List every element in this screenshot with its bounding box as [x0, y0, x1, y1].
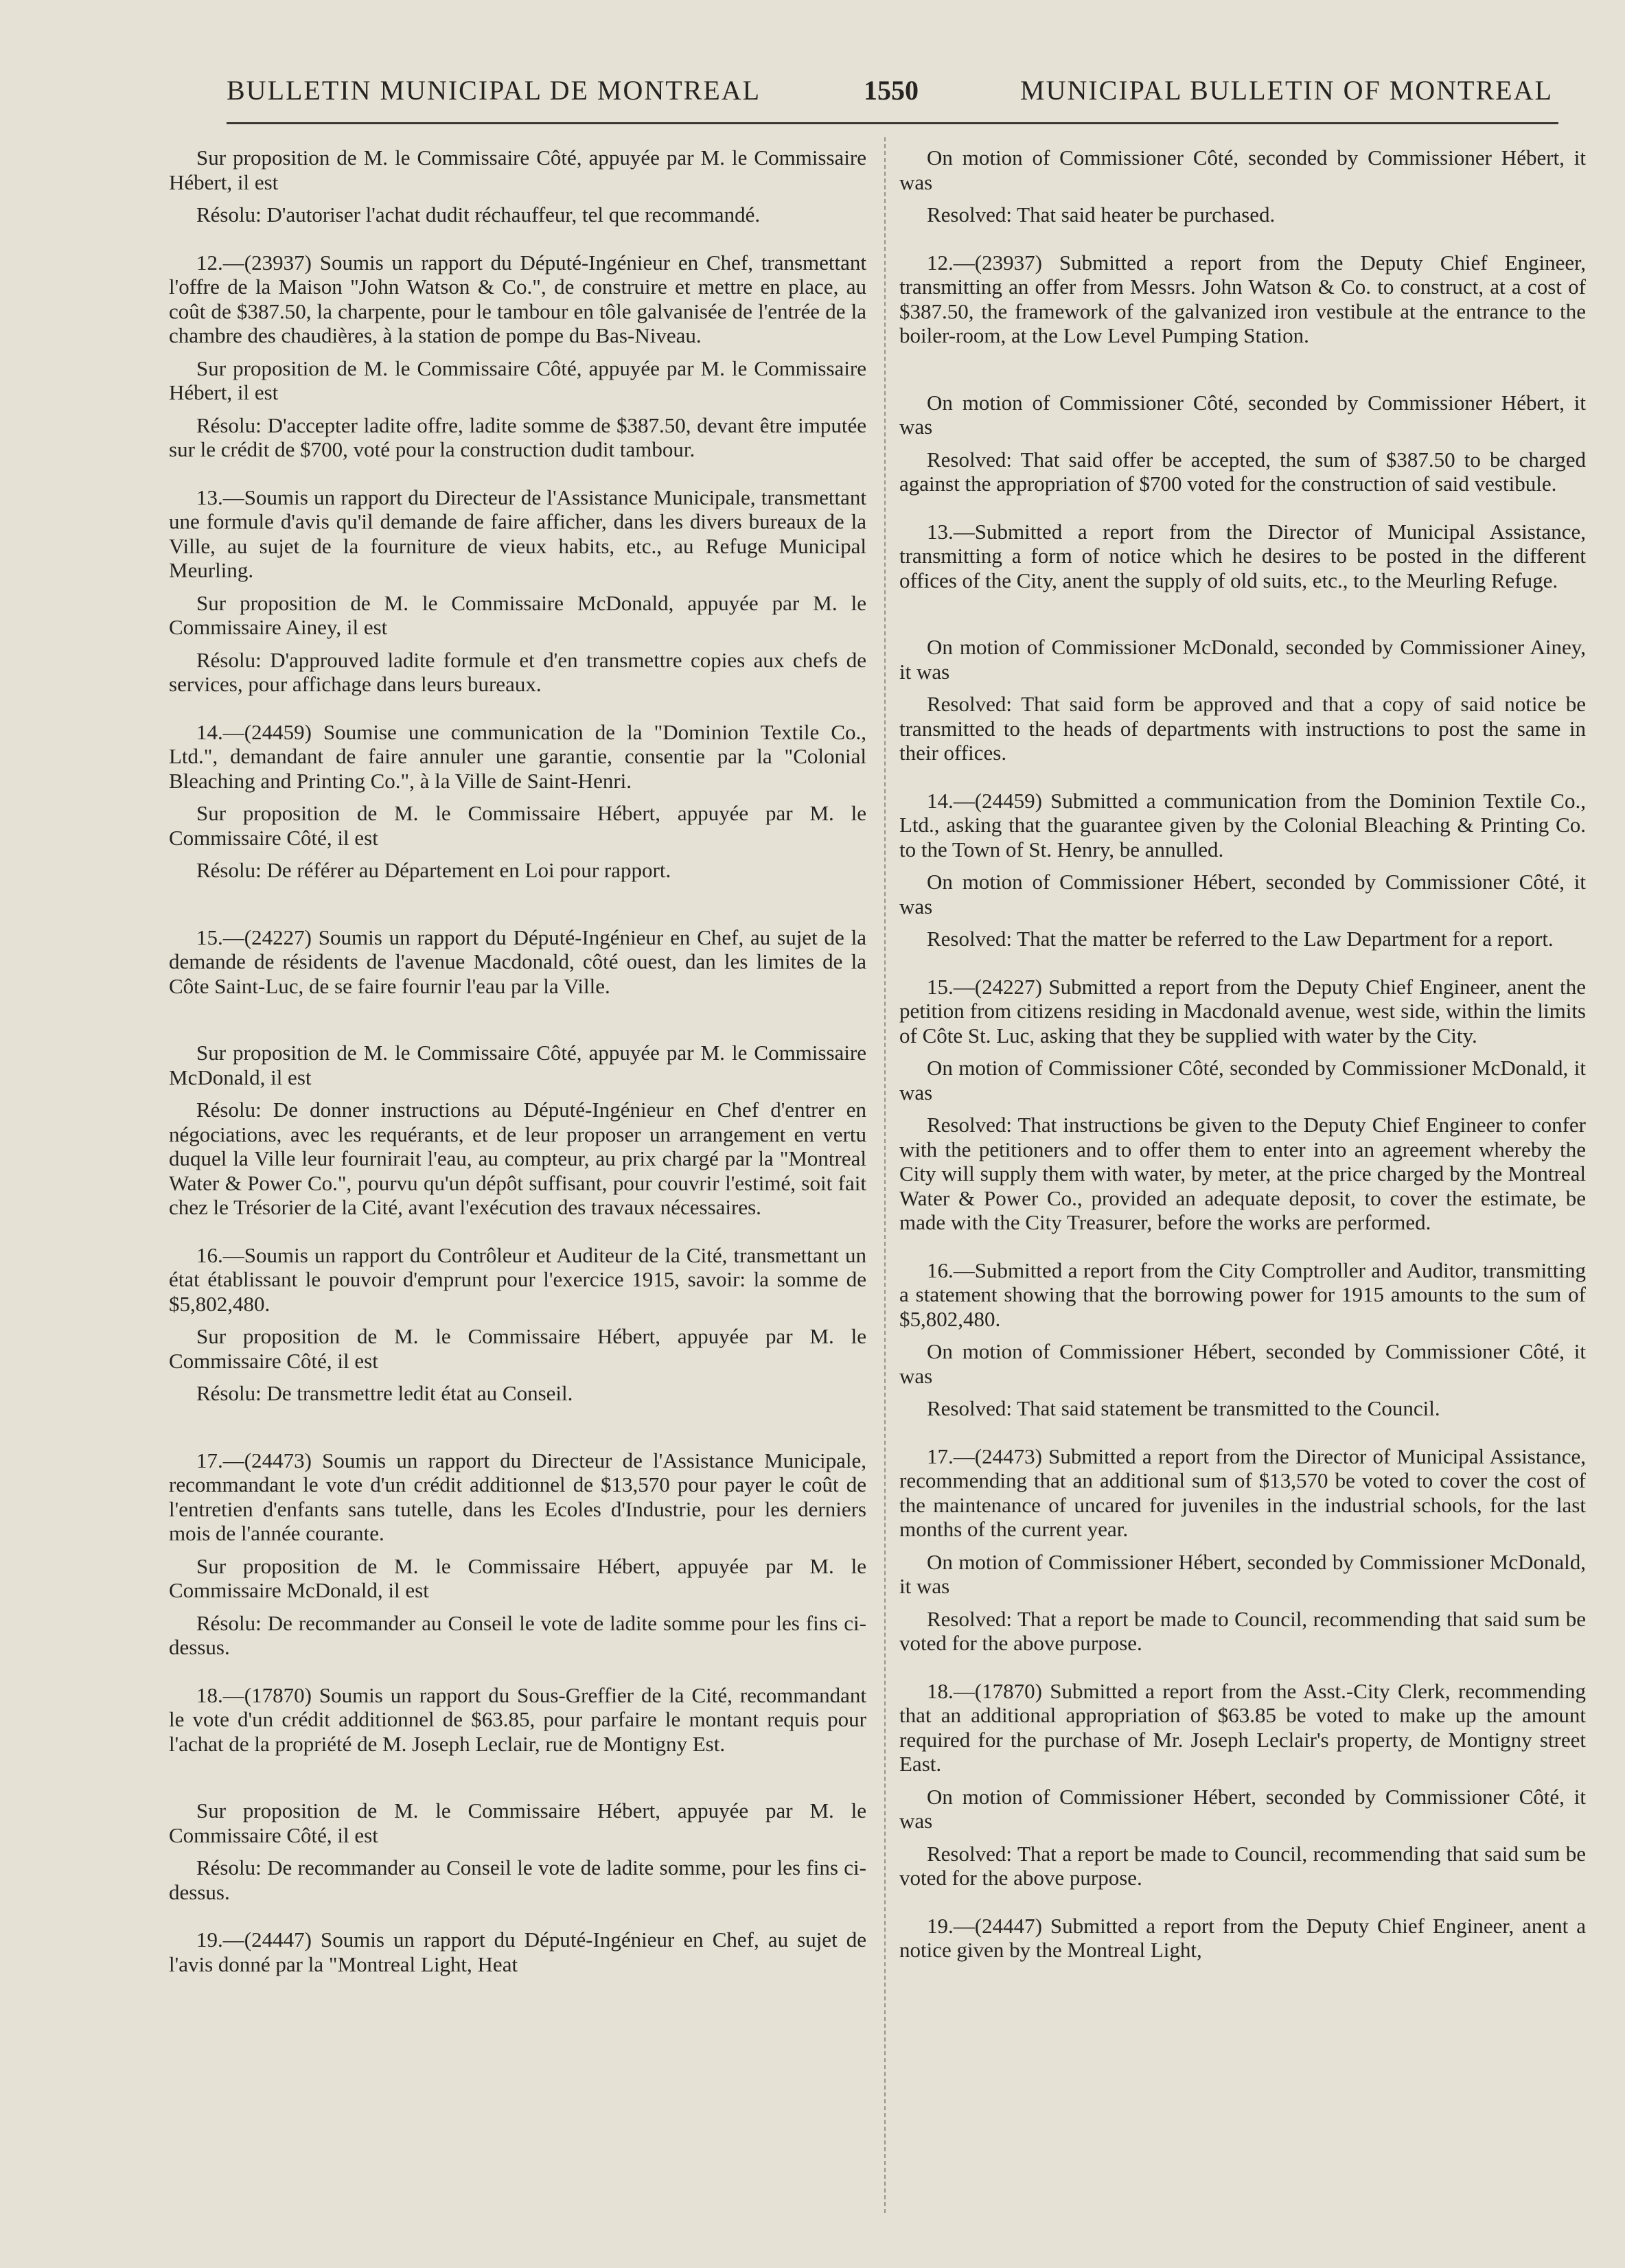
paragraph: Sur proposition de M. le Commissaire Côté, appuyée par M. le Commissaire Hébert, il est — [169, 356, 866, 404]
paragraph: 18.—(17870) Soumis un rapport du Sous-Greffier de la Cité, recommandant le vote d'un crédit additionnel de $63.85, pour parfaire le montant requis pour l'achat de la propriété de M. Joseph Leclair, rue de Montigny Est. — [169, 1682, 866, 1756]
header-title-english: MUNICIPAL BULLETIN OF MONTREAL — [1020, 75, 1553, 106]
paragraph: Résolu: De donner instructions au Député-Ingénieur en Chef d'entrer en négociations, avec les requérants, et de leur proposer un arrangement en vertu duquel la Ville leur fournirait l'eau, au compteur, au prix chargé par la "Montreal Water & Power Co.", pourvu qu'un dépôt suffisant, pour couvrir l'estimé, soit fait chez le Trésorier de la Cité, avant l'exécution des travaux nécessaires. — [169, 1098, 866, 1219]
english-column — [899, 146, 1586, 1963]
paragraph: Résolu: D'accepter ladite offre, ladite somme de $387.50, devant être imputée sur le crédit de $700, voté pour la construction dudit tambour. — [169, 413, 866, 461]
paragraph: 17.—(24473) Soumis un rapport du Directeur de l'Assistance Municipale, recommandant le vote d'un crédit additionnel de $13,570 pour payer le coût de l'entretien d'enfants sans tutelle, dans les Ecoles d'Industrie, pour les derniers mois de l'année courante. — [169, 1448, 866, 1545]
paragraph: Sur proposition de M. le Commissaire Côté, appuyée par M. le Commissaire Hébert, il est — [169, 146, 866, 194]
paragraph: Resolved: That said heater be purchased. — [927, 202, 1276, 227]
paragraph: On motion of Commissioner Hébert, seconded by Commissioner Côté, it was — [899, 1339, 1586, 1388]
paragraph: 14.—(24459) Submitted a communication from the Dominion Textile Co., Ltd., asking that the guarantee given by the Colonial Bleaching & Printing Co. to the Town of St. Henry, be annulled. — [899, 788, 1586, 861]
paragraph: 16.—Soumis un rapport du Contrôleur et Auditeur de la Cité, transmettant un état établissant le pouvoir d'emprunt pour l'exercice 1915, savoir: la somme de $5,802,480. — [169, 1242, 866, 1316]
french-column — [169, 146, 866, 1976]
paragraph: 13.—Submitted a report from the Director of Municipal Assistance, transmitting a form of notice which he desires to be posted in the different offices of the City, anent the supply of old suits, etc., to the Meurling Refuge. — [899, 519, 1586, 592]
paragraph: Sur proposition de M. le Commissaire Hébert, appuyée par M. le Commissaire Côté, il est — [169, 801, 866, 850]
paragraph: 12.—(23937) Submitted a report from the Deputy Chief Engineer, transmitting an offer from Messrs. John Watson & Co. to construct, at a cost of $387.50, the framework of the galvanized iron vestibule at the entrance to the boiler-room, at the Low Level Pumping Station. — [899, 250, 1586, 347]
paragraph: On motion of Commissioner Côté, seconded by Commissioner McDonald, it was — [899, 1056, 1586, 1104]
paragraph: 12.—(23937) Soumis un rapport du Député-Ingénieur en Chef, transmettant l'offre de la Maison "John Watson & Co.", de construire et mettre en place, au coût de $387.50, la charpente, pour le tambour en tôle galvanisée de l'entrée de la chambre des chaudières, à la station de pompe du Bas-Niveau. — [169, 250, 866, 347]
paragraph: 19.—(24447) Submitted a report from the Deputy Chief Engineer, anent a notice given by the Montreal Light, — [899, 1913, 1586, 1962]
paragraph: 15.—(24227) Soumis un rapport du Député-Ingénieur en Chef, au sujet de la demande de résidents de l'avenue Macdonald, côté ouest, dan les limites de la Côte Saint-Luc, de se faire fournir l'eau par la Ville. — [169, 925, 866, 998]
paragraph: Resolved: That said statement be transmitted to the Council. — [927, 1396, 1440, 1420]
paragraph: On motion of Commissioner Côté, seconded by Commissioner Hébert, it was — [899, 146, 1586, 194]
header-title-french: BULLETIN MUNICIPAL DE MONTREAL — [227, 75, 761, 106]
page-number: 1550 — [864, 75, 919, 106]
paragraph: Sur proposition de M. le Commissaire Hébert, appuyée par M. le Commissaire McDonald, il est — [169, 1553, 866, 1602]
paragraph: Résolu: D'approuved ladite formule et d'en transmettre copies aux chefs de services, pour affichage dans leurs bureaux. — [169, 647, 866, 696]
paragraph: Sur proposition de M. le Commissaire Côté, appuyée par M. le Commissaire McDonald, il est — [169, 1041, 866, 1089]
paragraph: 13.—Soumis un rapport du Directeur de l'Assistance Municipale, transmettant une formule d'avis qu'il demande de faire afficher, dans les divers bureaux de la Ville, au sujet de la fourniture de vieux habits, etc., au Refuge Municipal Meurling. — [169, 485, 866, 582]
paragraph: 18.—(17870) Submitted a report from the Asst.-City Clerk, recommending that an additional appropriation of $63.85 be voted to make up the amount required for the purchase of Mr. Joseph Leclair's property, de Montigny street East. — [899, 1678, 1586, 1776]
paragraph: Résolu: De recommander au Conseil le vote de ladite somme, pour les fins ci-dessus. — [169, 1855, 866, 1904]
paragraph: Résolu: De référer au Département en Loi pour rapport. — [196, 858, 671, 882]
paragraph: Sur proposition de M. le Commissaire McDonald, appuyée par M. le Commissaire Ainey, il est — [169, 590, 866, 639]
column-divider — [884, 137, 886, 2213]
paragraph: Resolved: That instructions be given to the Deputy Chief Engineer to confer with the petitioners and to offer them to enter into an agreement whereby the City will supply them with water, by meter, at the price charged by the Montreal Water & Power Co., provided an adequate deposit, to cover the estimate, be made with the City Treasurer, before the works are performed. — [899, 1113, 1586, 1234]
paragraph: Resolved: That the matter be referred to the Law Department for a report. — [927, 927, 1554, 951]
paragraph: On motion of Commissioner McDonald, seconded by Commissioner Ainey, it was — [899, 635, 1586, 684]
paragraph: Resolved: That a report be made to Council, recommending that said sum be voted for the above purpose. — [899, 1606, 1586, 1655]
paragraph: 17.—(24473) Submitted a report from the Director of Municipal Assistance, recommending that an additional sum of $13,570 be voted to cover the cost of the maintenance of uncared for juveniles in the industrial schools, for the last months of the current year. — [899, 1444, 1586, 1541]
paragraph: Sur proposition de M. le Commissaire Hébert, appuyée par M. le Commissaire Côté, il est — [169, 1324, 866, 1373]
paragraph: On motion of Commissioner Hébert, seconded by Commissioner McDonald, it was — [899, 1549, 1586, 1598]
paragraph: Resolved: That a report be made to Council, recommending that said sum be voted for the above purpose. — [899, 1841, 1586, 1890]
paragraph: On motion of Commissioner Hébert, seconded by Commissioner Côté, it was — [899, 870, 1586, 918]
paragraph: 15.—(24227) Submitted a report from the Deputy Chief Engineer, anent the petition from citizens residing in Macdonald avenue, west side, within the limits of Côte St. Luc, asking that they be supplied with water by the City. — [899, 974, 1586, 1048]
paragraph: On motion of Commissioner Hébert, seconded by Commissioner Côté, it was — [899, 1784, 1586, 1833]
paragraph: On motion of Commissioner Côté, seconded by Commissioner Hébert, it was — [899, 390, 1586, 439]
page-header — [227, 74, 1556, 115]
paragraph: Sur proposition de M. le Commissaire Hébert, appuyée par M. le Commissaire Côté, il est — [169, 1798, 866, 1847]
paragraph: Résolu: De recommander au Conseil le vote de ladite somme pour les fins ci-dessus. — [169, 1610, 866, 1659]
paragraph: Résolu: D'autoriser l'achat dudit réchauffeur, tel que recommandé. — [196, 202, 761, 227]
paragraph: Resolved: That said offer be accepted, the sum of $387.50 to be charged against the appropriation of $700 voted for the construction of said vestibule. — [899, 447, 1586, 496]
paragraph: Résolu: De transmettre ledit état au Conseil. — [196, 1381, 573, 1405]
paragraph: 16.—Submitted a report from the City Comptroller and Auditor, transmitting a statement showing that the borrowing power for 1915 amounts to the sum of $5,802,480. — [899, 1258, 1586, 1331]
paragraph: 14.—(24459) Soumise une communication de la "Dominion Textile Co., Ltd.", demandant de faire annuler une garantie, consentie par la "Colonial Bleaching and Printing Co.", à la Ville de Saint-Henri. — [169, 719, 866, 793]
paragraph: Resolved: That said form be approved and that a copy of said notice be transmitted to the heads of departments with instructions to post the same in their offices. — [899, 692, 1586, 765]
header-rule — [227, 122, 1558, 124]
paragraph: 19.—(24447) Soumis un rapport du Député-Ingénieur en Chef, au sujet de l'avis donné par la "Montreal Light, Heat — [169, 1928, 866, 1976]
